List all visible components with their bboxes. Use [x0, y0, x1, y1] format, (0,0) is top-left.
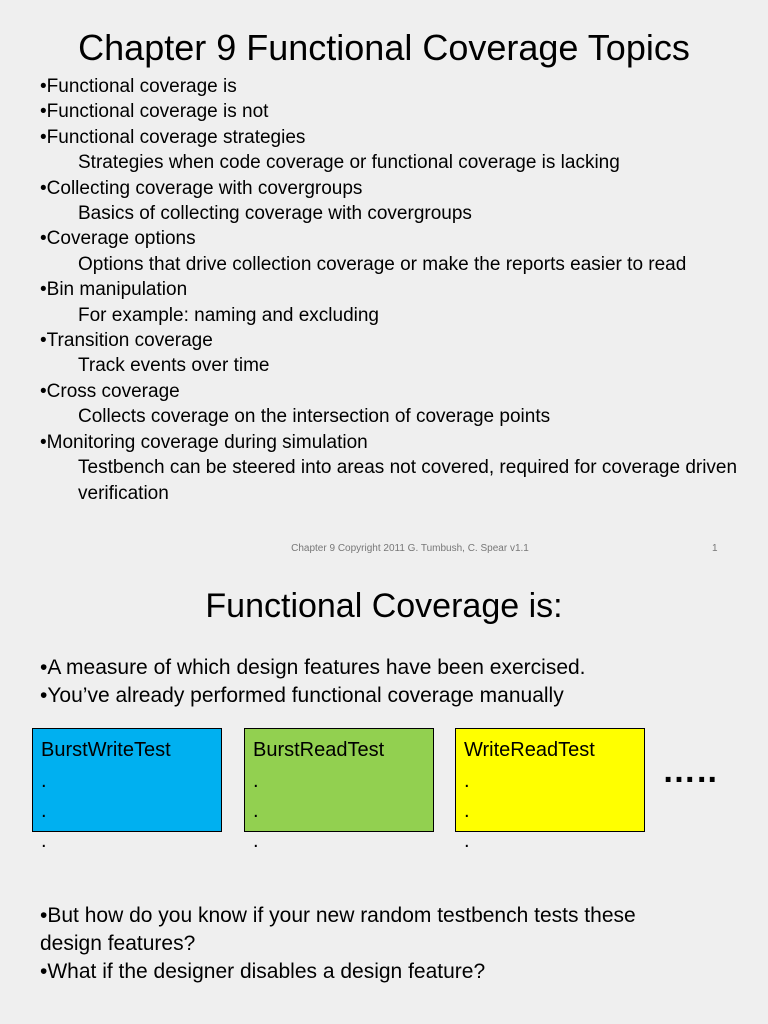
topic-item	[40, 99, 740, 124]
test-box-dot: .	[464, 800, 470, 822]
test-box-dot: .	[41, 830, 47, 852]
slide-footer: Chapter 9 Copyright 2011 G. Tumbush, C. Spear v1.1	[291, 543, 529, 554]
topic-description: Testbench can be steered into areas not covered, required for coverage driven verification	[78, 457, 738, 504]
slide-1-title: Chapter 9 Functional Coverage Topics	[78, 27, 690, 68]
intro-bullet: •You’ve already performed functional coverage manually	[40, 684, 564, 707]
topic-description: Track events over time	[78, 355, 270, 377]
topic-item	[40, 277, 740, 328]
question-bullet: •What if the designer disables a design feature?	[40, 960, 486, 983]
topic-description: Options that drive collection coverage or make the reports easier to read	[78, 253, 687, 275]
question-bullet: •But how do you know if your new random testbench tests these design features?	[40, 904, 636, 955]
test-box-label: BurstWriteTest	[41, 739, 171, 761]
test-box-dot: .	[41, 770, 47, 792]
page-number: 1	[712, 543, 718, 554]
test-box-dot: .	[41, 800, 47, 822]
topic-description: For example: naming and excluding	[78, 304, 380, 326]
test-box-label: BurstReadTest	[253, 739, 385, 761]
test-box-label: WriteReadTest	[464, 739, 595, 761]
topic-item	[40, 125, 740, 176]
test-box-dot: .	[464, 830, 470, 852]
topic-description: Collects coverage on the intersection of coverage points	[78, 406, 551, 428]
topic-bullet: •Collecting coverage with covergroups	[40, 177, 363, 199]
slide-2	[0, 566, 768, 1024]
question-bullets	[40, 902, 700, 986]
topic-item	[40, 226, 740, 277]
test-box-burst-write	[32, 728, 222, 852]
intro-bullet: •A measure of which design features have been exercised.	[40, 656, 586, 679]
test-box-burst-read	[244, 728, 434, 852]
test-box-write-read	[455, 728, 645, 852]
topic-bullet: •Transition coverage	[40, 330, 213, 352]
topic-bullet: •Bin manipulation	[40, 279, 188, 301]
topic-bullet: •Monitoring coverage during simulation	[40, 431, 368, 453]
topic-description: Basics of collecting coverage with covergroups	[78, 203, 472, 225]
topic-item	[40, 328, 740, 379]
topic-bullet: •Functional coverage strategies	[40, 126, 306, 148]
topic-item	[40, 74, 740, 99]
test-box-dot: .	[464, 770, 470, 792]
topic-description: Strategies when code coverage or functional coverage is lacking	[78, 152, 620, 174]
topic-bullet: •Cross coverage	[40, 380, 180, 402]
topic-list	[40, 74, 740, 506]
intro-bullets	[40, 654, 700, 710]
topic-bullet: •Functional coverage is	[40, 76, 237, 97]
topic-item	[40, 430, 740, 506]
topic-item	[40, 176, 740, 227]
test-box-dot: .	[253, 770, 259, 792]
test-box-dot: .	[253, 800, 259, 822]
test-box-dot: .	[253, 830, 259, 852]
slide-2-title: Functional Coverage is:	[205, 587, 563, 625]
continuation-ellipsis: …..	[662, 752, 718, 790]
topic-item	[40, 379, 740, 430]
topic-bullet: •Coverage options	[40, 228, 196, 250]
topic-bullet: •Functional coverage is not	[40, 101, 269, 123]
